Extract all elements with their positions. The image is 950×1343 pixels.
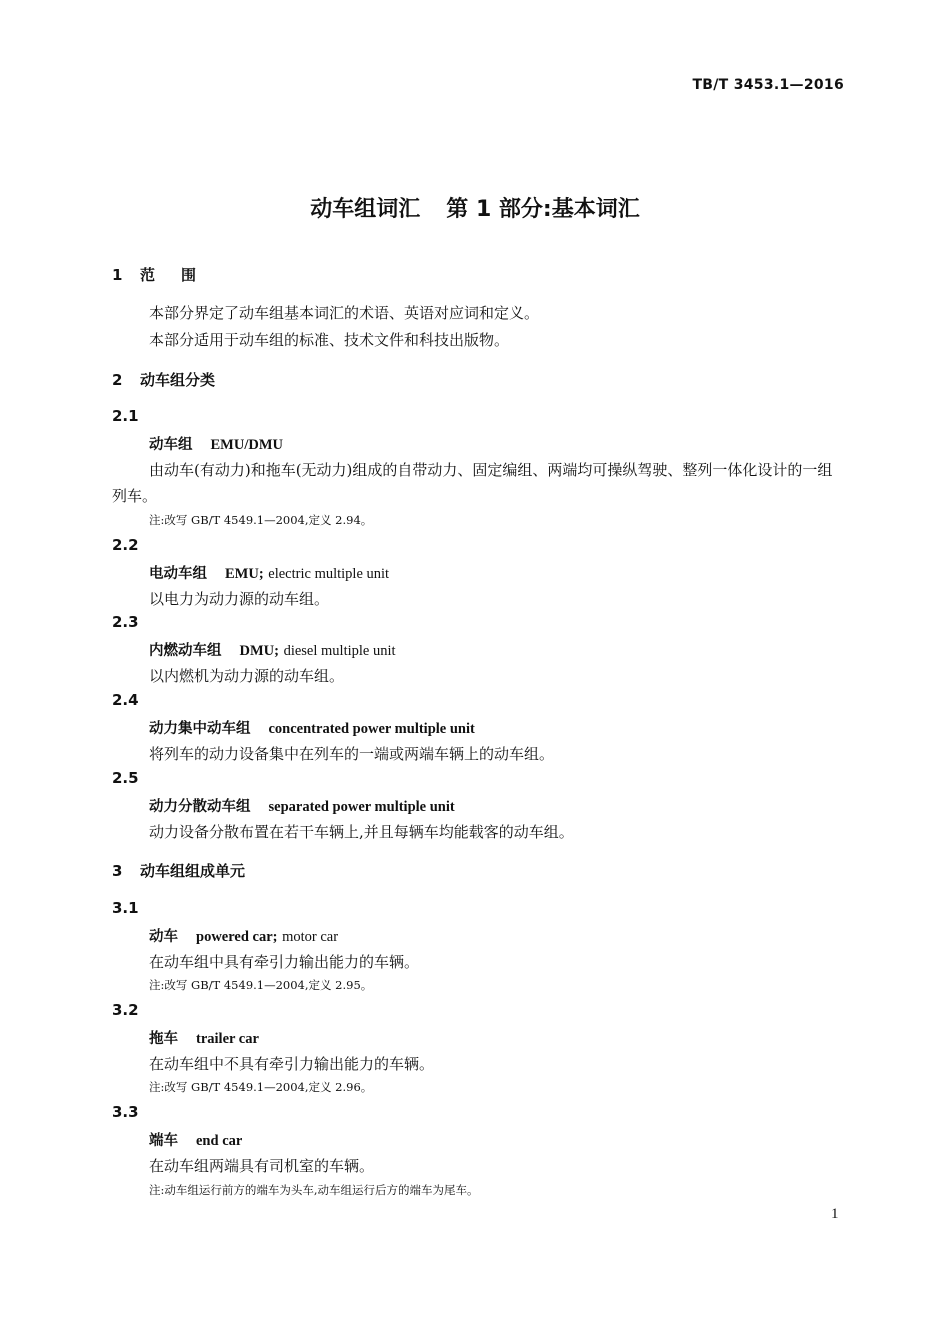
section-3-heading [112,860,245,881]
term-note: 注:改写 GB/T 4549.1—2004,定义 2.95。 [149,978,373,992]
scope-paragraph-2: 本部分适用于动车组的标准、技术文件和科技出版物。 [149,331,510,349]
term-chinese: 内燃动车组 [149,643,222,659]
term-definition: 在动车组两端具有司机室的车辆。 [149,1157,375,1175]
document-title [0,192,950,223]
scope-paragraph-1: 本部分界定了动车组基本词汇的术语、英语对应词和定义。 [149,304,540,322]
section-number: 3 [112,862,123,880]
term-english: DMU; [239,643,279,659]
term-definition: 将列车的动力设备集中在列车的一端或两端车辆上的动车组。 [149,745,555,763]
section-title: 动车组分类 [140,371,216,389]
term-definition: 动力设备分散布置在若干车辆上,并且每辆车均能载客的动车组。 [149,823,574,841]
term-chinese: 动力集中动车组 [149,721,251,737]
term-definition: 以电力为动力源的动车组。 [149,590,330,608]
term-english: EMU; [225,566,264,582]
term-definition: 以内燃机为动力源的动车组。 [149,667,345,685]
term-line [149,562,389,583]
entry-number: 3.3 [112,1103,139,1121]
entry-number: 2.4 [112,691,139,709]
term-synonym: diesel multiple unit [283,643,396,659]
title-main: 动车组词汇 [310,197,421,222]
entry-number: 3.2 [112,1001,139,1019]
term-chinese: 电动车组 [149,566,207,582]
title-part: 第 1 部分:基本词汇 [446,197,640,222]
term-note: 注:改写 GB/T 4549.1—2004,定义 2.96。 [149,1080,373,1094]
term-line [149,795,455,816]
section-2-heading [112,369,215,390]
section-number: 1 [112,266,123,284]
term-english: EMU/DMU [210,437,283,453]
term-english: separated power multiple unit [268,799,455,815]
term-chinese: 动力分散动车组 [149,799,251,815]
term-synonym: motor car [282,929,339,945]
section-title: 动车组组成单元 [140,862,246,880]
entry-number: 2.5 [112,769,139,787]
term-chinese: 端车 [149,1133,178,1149]
term-definition: 在动车组中不具有牵引力输出能力的车辆。 [149,1055,435,1073]
term-line [149,925,338,946]
standard-code: TB/T 3453.1—2016 [692,77,844,93]
term-line [149,717,475,738]
section-1-heading [112,264,222,285]
term-chinese: 动车 [149,929,178,945]
entry-number: 2.3 [112,613,139,631]
term-definition: 由动车(有动力)和拖车(无动力)组成的自带动力、固定编组、两端均可操纵驾驶、整列一体化设计的一组列车。 [112,461,833,505]
entry-number: 3.1 [112,899,139,917]
term-note: 注:改写 GB/T 4549.1—2004,定义 2.94。 [149,513,373,527]
term-line [149,1027,259,1048]
term-chinese: 拖车 [149,1031,178,1047]
entry-number: 2.2 [112,536,139,554]
term-line [149,433,283,454]
term-chinese: 动车组 [149,437,193,453]
term-note: 注:动车组运行前方的端车为头车,动车组运行后方的端车为尾车。 [149,1183,479,1197]
term-definition: 在动车组中具有牵引力输出能力的车辆。 [149,953,420,971]
term-english: trailer car [196,1031,259,1047]
entry-number: 2.1 [112,407,139,425]
term-synonym: electric multiple unit [268,566,390,582]
section-title: 范围 [140,266,223,284]
term-line [149,1129,242,1150]
term-english: end car [196,1133,243,1149]
term-english: powered car; [196,929,278,945]
section-number: 2 [112,371,123,389]
term-line [149,639,396,660]
term-english: concentrated power multiple unit [268,721,475,737]
page-number: 1 [831,1206,839,1222]
